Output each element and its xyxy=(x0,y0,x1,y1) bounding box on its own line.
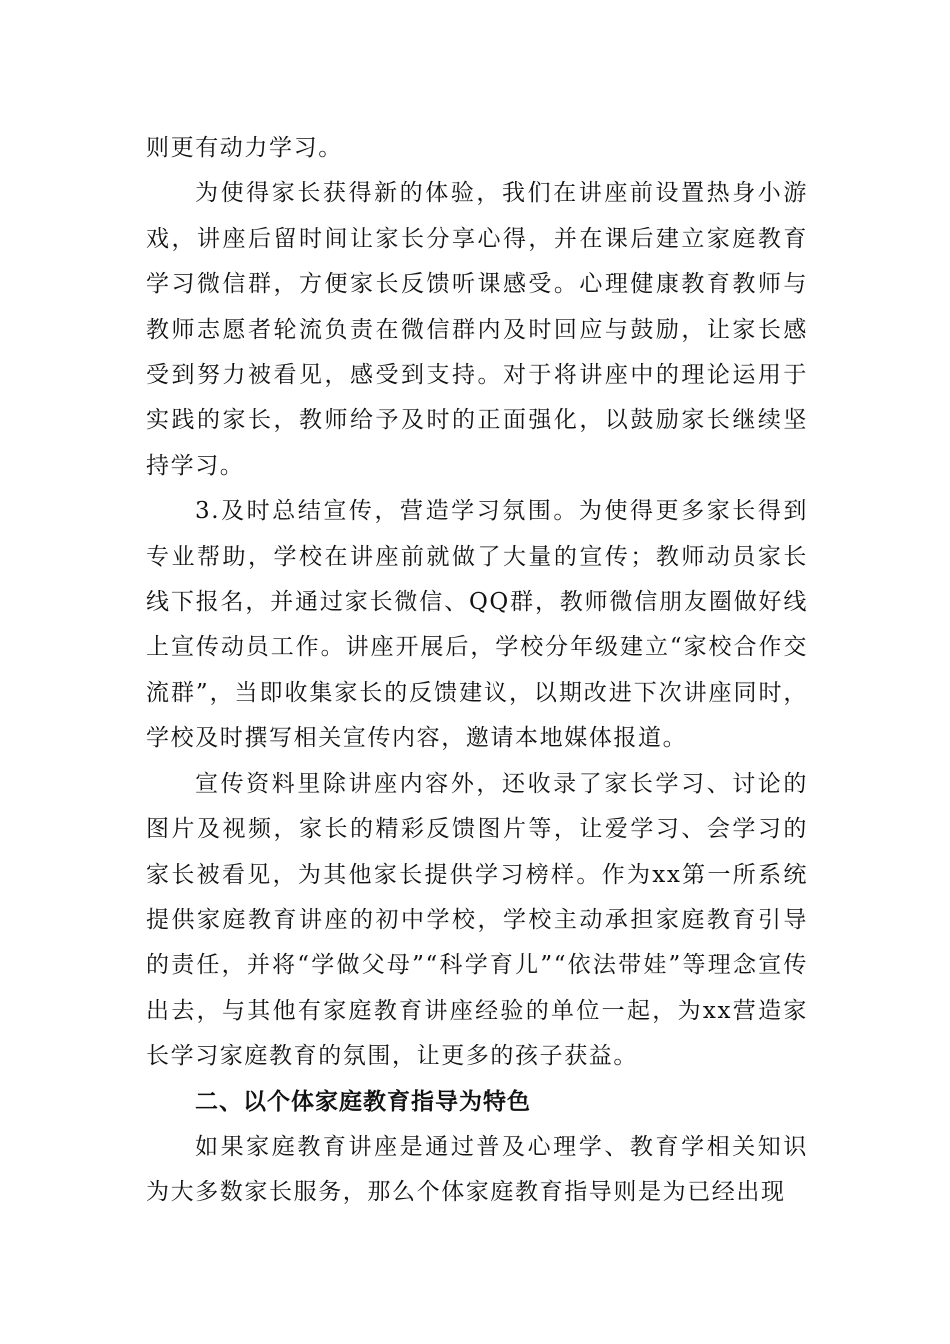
section-heading: 二、以个体家庭教育指导为特色 xyxy=(195,1088,531,1115)
document-body xyxy=(146,126,808,1216)
paragraph-warmup-games: 为使得家长获得新的体验，我们在讲座前设置热身小游戏，讲座后留时间让家长分享心得，并在课后建立家庭教育学习微信群，方便家长反馈听课感受。心理健康教育教师与教师志愿者轮流负责在微信群内及时回应与鼓励，让家长感受到努力被看见，感受到支持。对于将讲座中的理论运用于实践的家长，教师给予及时的正面强化，以鼓励家长继续坚持学习。 xyxy=(146,180,808,479)
paragraph-individual-guidance: 如果家庭教育讲座是通过普及心理学、教育学相关知识为大多数家长服务，那么个体家庭教育指导则是为已经出现 xyxy=(146,1133,808,1206)
paragraph-publicity: 3.及时总结宣传，营造学习氛围。为使得更多家长得到专业帮助，学校在讲座前就做了大量的宣传；教师动员家长线下报名，并通过家长微信、QQ群，教师微信朋友圈做好线上宣传动员工作。讲座开展后，学校分年级建立“家校合作交流群”，当即收集家长的反馈建议，以期改进下次讲座同时，学校及时撰写相关宣传内容，邀请本地媒体报道。 xyxy=(146,498,808,752)
paragraph-continuation: 则更有动力学习。 xyxy=(146,135,343,161)
paragraph-promotional-materials: 宣传资料里除讲座内容外，还收录了家长学习、讨论的图片及视频，家长的精彩反馈图片等，让爱学习、会学习的家长被看见，为其他家长提供学习榜样。作为xx第一所系统提供家庭教育讲座的初中学校，学校主动承担家庭教育引导的责任，并将“学做父母”“科学育儿”“依法带娃”等理念宣传出去，与其他有家庭教育讲座经验的单位一起，为xx营造家长学习家庭教育的氛围，让更多的孩子获益。 xyxy=(146,770,808,1070)
